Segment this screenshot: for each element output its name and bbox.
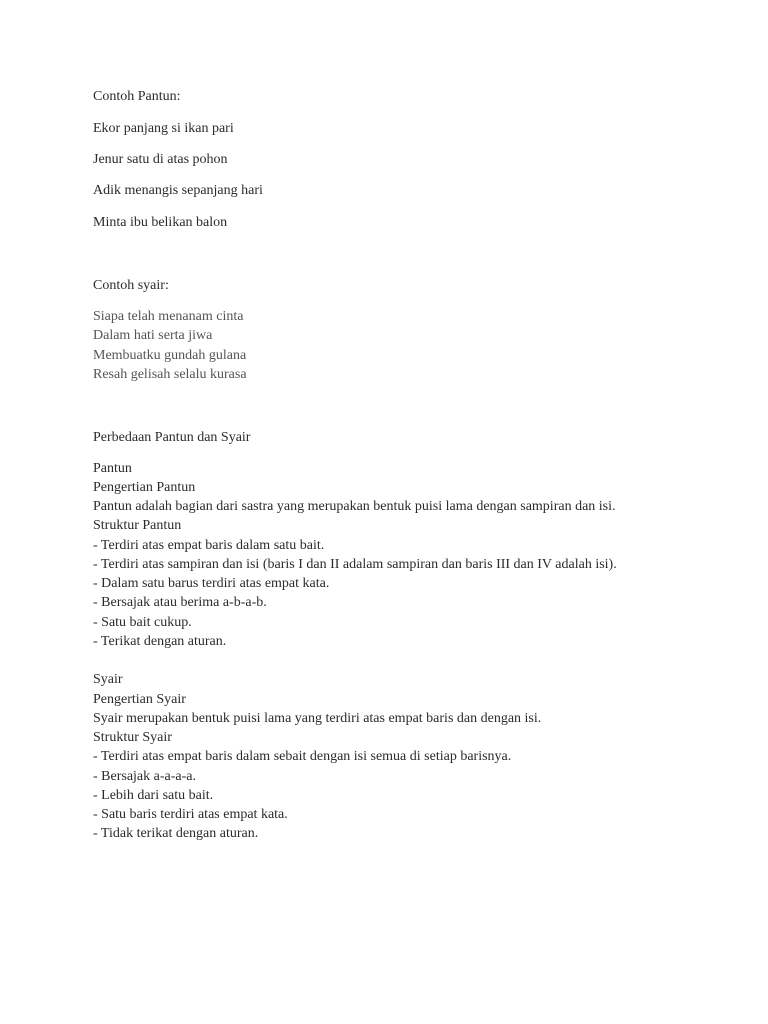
pengertian-pantun-label: Pengertian Pantun — [93, 480, 196, 495]
struktur-pantun-item-2: - Terdiri atas sampiran dan isi (baris I dan II adalam sampiran dan baris III dan IV adalah isi). — [93, 557, 617, 572]
pantun-line-1: Ekor panjang si ikan pari — [93, 121, 234, 136]
pantun-title: Pantun — [93, 461, 132, 476]
contoh-pantun-heading: Contoh Pantun: — [93, 89, 181, 104]
struktur-pantun-item-4: - Bersajak atau berima a-b-a-b. — [93, 595, 267, 610]
pengertian-syair-text: Syair merupakan bentuk puisi lama yang terdiri atas empat baris dan dengan isi. — [93, 711, 542, 726]
struktur-syair-item-1: - Terdiri atas empat baris dalam sebait dengan isi semua di setiap barisnya. — [93, 749, 512, 764]
struktur-pantun-label: Struktur Pantun — [93, 518, 182, 533]
pantun-line-2: Jenur satu di atas pohon — [93, 152, 228, 167]
pengertian-syair-label: Pengertian Syair — [93, 692, 186, 707]
struktur-syair-item-5: - Tidak terikat dengan aturan. — [93, 826, 259, 841]
struktur-pantun-item-5: - Satu bait cukup. — [93, 615, 192, 630]
struktur-syair-item-3: - Lebih dari satu bait. — [93, 788, 214, 803]
syair-line-1: Siapa telah menanam cinta — [93, 309, 244, 324]
syair-line-4: Resah gelisah selalu kurasa — [93, 367, 247, 382]
syair-line-2: Dalam hati serta jiwa — [93, 328, 213, 343]
struktur-pantun-item-1: - Terdiri atas empat baris dalam satu bait. — [93, 538, 325, 553]
syair-line-3: Membuatku gundah gulana — [93, 348, 247, 363]
pengertian-pantun-text: Pantun adalah bagian dari sastra yang merupakan bentuk puisi lama dengan sampiran dan isi. — [93, 499, 616, 514]
pantun-line-3: Adik menangis sepanjang hari — [93, 183, 263, 198]
struktur-pantun-item-3: - Dalam satu barus terdiri atas empat kata. — [93, 576, 330, 591]
contoh-syair-heading: Contoh syair: — [93, 278, 169, 293]
pantun-line-4: Minta ibu belikan balon — [93, 215, 228, 230]
perbedaan-heading: Perbedaan Pantun dan Syair — [93, 430, 251, 445]
struktur-syair-item-4: - Satu baris terdiri atas empat kata. — [93, 807, 288, 822]
struktur-syair-item-2: - Bersajak a-a-a-a. — [93, 769, 196, 784]
struktur-pantun-item-6: - Terikat dengan aturan. — [93, 634, 227, 649]
syair-title: Syair — [93, 672, 123, 687]
struktur-syair-label: Struktur Syair — [93, 730, 172, 745]
